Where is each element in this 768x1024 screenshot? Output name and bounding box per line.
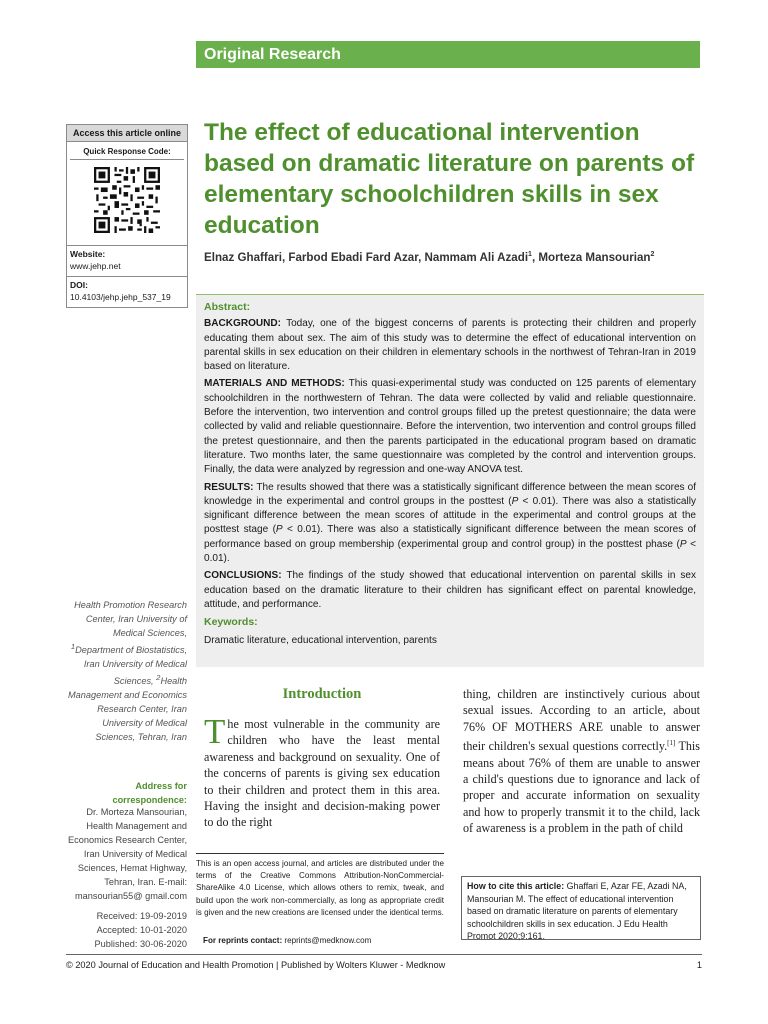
abstract-conclusions bbox=[204, 569, 696, 612]
website-link[interactable]: www.jehp.net bbox=[70, 261, 121, 271]
author-list bbox=[204, 251, 704, 264]
results-text: < 0.01). There was also a statistically significant difference between the mean scores of attitude in the experimental and control groups at the posttest stage ( bbox=[204, 495, 696, 536]
website-label: Website: bbox=[70, 249, 106, 259]
keywords-list: Dramatic literature, educational intervention, parents bbox=[204, 634, 437, 646]
body-text: he most vulnerable in the community are children who have the least mental awareness and background on sexuality. One of the concerns of parents is giving sex education to their children and protect them in this area. Having the insight and decision-making power to do the right bbox=[204, 717, 440, 830]
results-text: < 0.01). There was also a statistically significant difference between the mean scores of performance based on group membership (experimental group and control group) in the posttest phase ( bbox=[204, 524, 696, 550]
citation-text: Ghaffari E, Azar FE, Azadi NA, Mansourian M. The effect of educational intervention based on dramatic literature on parents of elementary schoolchildren skills in sex education. J Edu Health Promot 2020;9:161. bbox=[467, 881, 687, 941]
affiliations bbox=[65, 598, 187, 744]
article-dates bbox=[65, 909, 187, 951]
article-title: The effect of educational intervention based on dramatic literature on parents of elementary schoolchildren skills in sex education bbox=[204, 119, 695, 239]
correspondence-heading: Address for correspondence: bbox=[112, 781, 187, 805]
abstract-methods bbox=[204, 377, 696, 477]
section-banner: Original Research bbox=[196, 41, 700, 68]
affiliation-marker: 1 bbox=[70, 642, 76, 651]
correspondence-address: Dr. Morteza Mansourian, Health Management and Economics Research Center, Iran University of Medical Sciences, Hemat Highway, Tehran, Iran. E-mail: mansourian55@ gmail.com bbox=[68, 807, 187, 901]
affiliation-text: Department of Biostatistics, Iran University of Medical Sciences, bbox=[75, 645, 187, 687]
body-column-right bbox=[463, 686, 700, 837]
body-column-left bbox=[204, 712, 440, 831]
received-date: Received: 19-09-2019 bbox=[96, 911, 187, 921]
footer-divider bbox=[66, 954, 702, 955]
accepted-date: Accepted: 10-01-2020 bbox=[96, 925, 187, 935]
page-number: 1 bbox=[696, 960, 702, 970]
qr-code-image[interactable] bbox=[94, 167, 160, 233]
body-text: thing, children are instinctively curious about sexual issues. According to an article, about 76% OF MOTHERS ARE unable to answer their children's sexual questions correctly. bbox=[463, 687, 700, 754]
access-article-box bbox=[66, 124, 188, 308]
reprints-label: For reprints contact: bbox=[203, 936, 283, 945]
keywords-heading: Keywords: bbox=[204, 616, 258, 629]
affiliation-marker: 2 bbox=[156, 673, 161, 683]
background-label: BACKGROUND: bbox=[204, 318, 282, 330]
reprints-contact bbox=[203, 936, 371, 945]
access-box-heading: Access this article online bbox=[67, 125, 187, 142]
conclusions-text: The findings of the study showed that educational intervention on parental skills in sex education based on the dramatic literature to their children has significant effect on parental knowledge, attitude, and performance. bbox=[204, 570, 696, 610]
abstract-heading: Abstract: bbox=[204, 301, 251, 313]
license-notice: This is an open access journal, and articles are distributed under the terms of the Creative Commons Attribution-NonCommercial-ShareAlike 4.0 License, which allows others to remix, tweak, and build upon the work non-commercially, as long as appropriate credit is given and the new creations are licensed under the identical terms. bbox=[196, 853, 444, 919]
divider bbox=[70, 159, 184, 160]
doi-label: DOI: bbox=[70, 280, 88, 290]
p-symbol: P bbox=[511, 495, 519, 507]
conclusions-label: CONCLUSIONS: bbox=[204, 570, 282, 582]
affiliation-marker: 2 bbox=[650, 251, 655, 259]
methods-text: This quasi-experimental study was conducted on 125 parents of elementary schoolchildren in the northwestern of Tehran. The data were collected by valid and reliable questionnaire. Before the intervention, two intervention and control groups filled up the pretest questionnaire; the data were collected by valid and reliable questionnaire. Before the intervention, two intervention and control groups filled the pretest questionnaire, and then the parents participated in the educational program based on dramatic literature. Two months later, the same questionnaire was completed by the control and intervention groups. Finally, the data were analyzed by regression and one-way ANOVA test. bbox=[204, 378, 696, 476]
reference-marker[interactable]: [1] bbox=[667, 739, 676, 748]
abstract-background bbox=[204, 317, 696, 374]
citation-label: How to cite this article: bbox=[467, 881, 565, 891]
doi-link[interactable]: 10.4103/jehp.jehp_537_19 bbox=[70, 292, 171, 302]
abstract-box bbox=[196, 294, 704, 667]
p-symbol: P bbox=[275, 524, 283, 536]
citation-box bbox=[461, 876, 701, 940]
introduction-heading: Introduction bbox=[282, 686, 362, 702]
results-text: The results showed that there was a statistically significant difference between the mean scores of knowledge in the experimental and control groups in the posttest ( bbox=[204, 481, 696, 507]
footer-text: © 2020 Journal of Education and Health Promotion | Published by Wolters Kluwer - Medknow bbox=[66, 960, 446, 970]
author-names: Elnaz Ghaffari, Farbod Ebadi Fard Azar, Nammam Ali Azadi bbox=[204, 251, 529, 264]
methods-label: MATERIALS AND METHODS: bbox=[204, 378, 345, 390]
affiliation-text: Health Management and Economics Research Center, Iran University of Medical Sciences, Tehran, Iran bbox=[68, 676, 187, 743]
drop-cap: T bbox=[204, 712, 226, 751]
author-last: , Morteza Mansourian bbox=[531, 251, 651, 264]
published-date: Published: 30-06-2020 bbox=[94, 939, 187, 949]
results-text: < 0.01). bbox=[204, 538, 696, 565]
background-text: Today, one of the biggest concerns of parents is protecting their children and properly educating them about sex. The aim of this study was to determine the effect of educational intervention on parental skills in sex education on their children in elementary schools in the northwest of Tehran-Iran in 2019 based on literature. bbox=[204, 318, 696, 373]
affiliation-text: Health Promotion Research Center, Iran University of Medical Sciences, bbox=[74, 600, 187, 638]
results-label: RESULTS: bbox=[204, 481, 254, 493]
qr-code-label: Quick Response Code: bbox=[83, 147, 171, 156]
reprints-email[interactable]: reprints@medknow.com bbox=[282, 936, 372, 945]
p-symbol: P bbox=[679, 538, 687, 550]
affiliation-marker: 1 bbox=[528, 251, 532, 259]
body-text: This means about 76% of them are unable to answer a child's questions due to ignorance and lack of proper and accurate information on sexuality and how to properly transmit it to the child, lack of awareness is a problem in the path of child bbox=[463, 739, 700, 836]
abstract-results bbox=[204, 481, 696, 567]
